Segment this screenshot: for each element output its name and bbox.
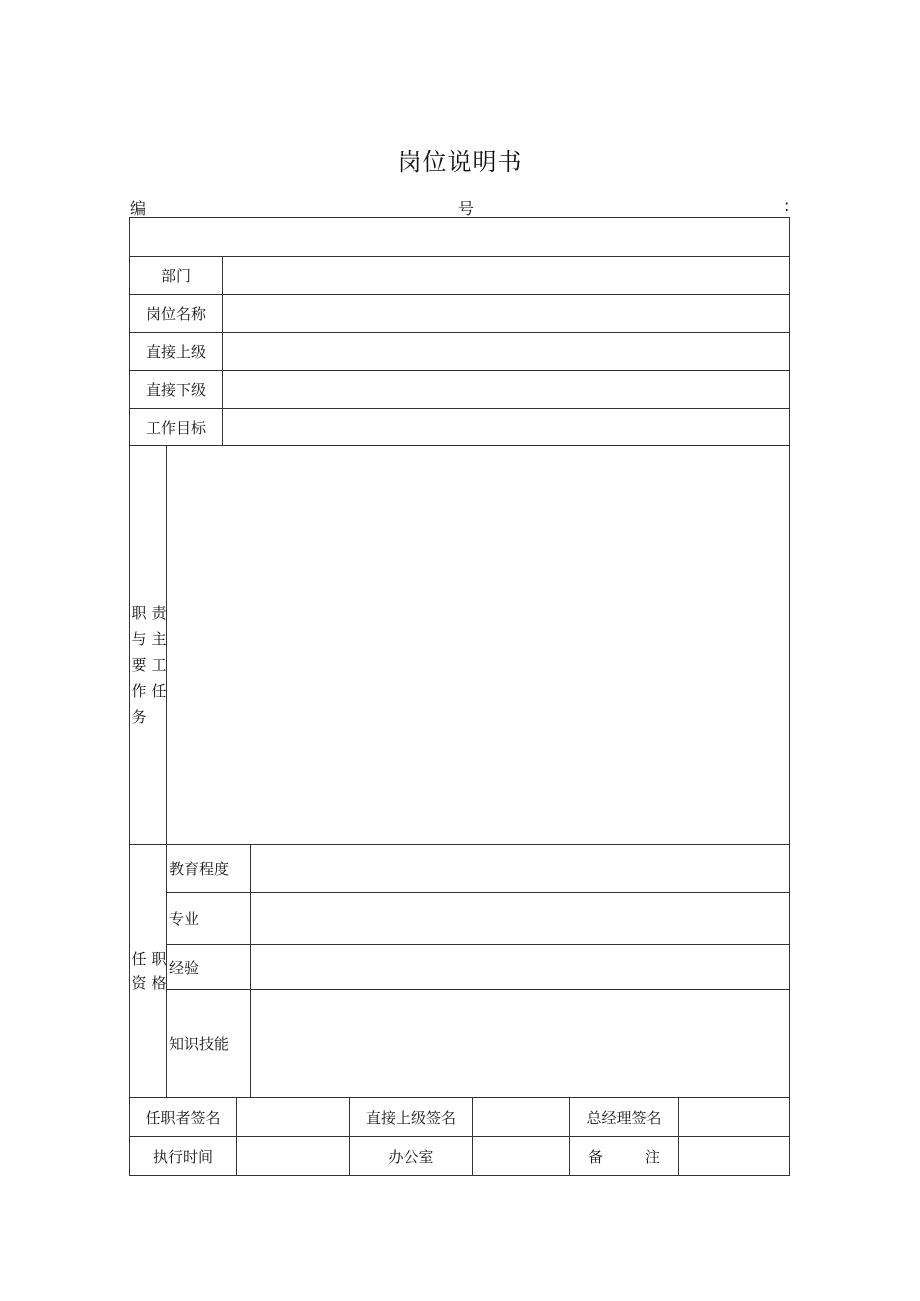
label-education: 教育程度 — [166, 844, 251, 893]
label-department: 部门 — [129, 256, 223, 295]
direct-superior-field[interactable] — [222, 332, 790, 371]
label-direct-subordinate: 直接下级 — [129, 370, 223, 409]
duties-char: 作 — [131, 682, 147, 700]
duties-char: 工 — [151, 656, 167, 674]
label-qualifications — [129, 844, 167, 1098]
job-description-table — [129, 217, 789, 1176]
label-remarks — [569, 1136, 679, 1176]
gm-signature-field[interactable] — [678, 1097, 790, 1137]
duties-char: 与 — [131, 630, 147, 648]
label-gm-signature: 总经理签名 — [569, 1097, 679, 1137]
label-direct-superior: 直接上级 — [129, 332, 223, 371]
knowledge-skills-field[interactable] — [250, 989, 790, 1098]
duties-char: 要 — [131, 656, 147, 674]
major-field[interactable] — [250, 892, 790, 945]
direct-subordinate-field[interactable] — [222, 370, 790, 409]
serial-label-mid: 号 — [458, 199, 475, 218]
education-field[interactable] — [250, 844, 790, 893]
duties-field[interactable] — [166, 445, 790, 845]
remarks-char: 备 — [587, 1147, 603, 1166]
incumbent-signature-field[interactable] — [236, 1097, 350, 1137]
label-knowledge-skills: 知识技能 — [166, 989, 251, 1098]
duties-char: 责 — [151, 604, 167, 622]
remarks-char: 注 — [645, 1147, 661, 1166]
label-work-goal: 工作目标 — [129, 408, 223, 446]
superior-signature-field[interactable] — [472, 1097, 570, 1137]
qualification-char: 职 — [151, 950, 167, 968]
experience-field[interactable] — [250, 944, 790, 990]
header-blank-cell[interactable] — [129, 217, 790, 257]
qualification-char: 资 — [131, 974, 147, 992]
department-field[interactable] — [222, 256, 790, 295]
page-title: 岗位说明书 — [397, 148, 523, 176]
label-superior-signature: 直接上级签名 — [349, 1097, 473, 1137]
qualification-char: 格 — [151, 974, 167, 992]
label-office: 办公室 — [349, 1136, 473, 1176]
label-major: 专业 — [166, 892, 251, 945]
serial-number-line — [130, 196, 790, 216]
duties-char: 职 — [131, 604, 147, 622]
label-experience: 经验 — [166, 944, 251, 990]
duties-char: 务 — [131, 708, 147, 726]
remarks-field[interactable] — [678, 1136, 790, 1176]
serial-label-left: 编 — [130, 199, 147, 218]
label-effective-date: 执行时间 — [129, 1136, 237, 1176]
office-field[interactable] — [472, 1136, 570, 1176]
qualification-char: 任 — [131, 950, 147, 968]
duties-char: 主 — [151, 630, 167, 648]
effective-date-field[interactable] — [236, 1136, 350, 1176]
label-duties — [129, 445, 167, 845]
label-position-name: 岗位名称 — [129, 294, 223, 333]
serial-colon: : — [784, 196, 790, 215]
position-name-field[interactable] — [222, 294, 790, 333]
work-goal-field[interactable] — [222, 408, 790, 446]
label-incumbent-signature: 任职者签名 — [129, 1097, 237, 1137]
duties-char: 任 — [151, 682, 167, 700]
